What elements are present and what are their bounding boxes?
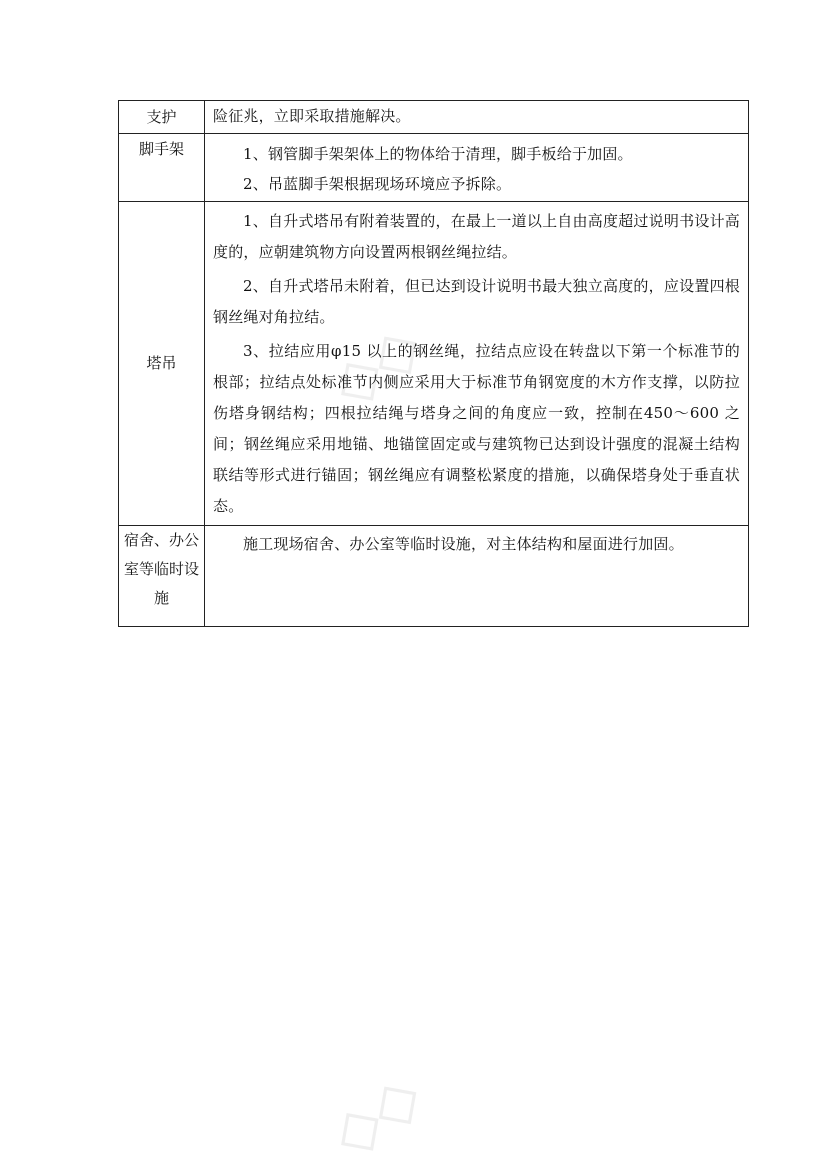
measures-table <box>118 100 749 627</box>
row-content <box>205 526 749 626</box>
paragraph: 1、自升式塔吊有附着装置的，在最上一道以上自由高度超过说明书设计高度的，应朝建筑物方向设置两根钢丝绳拉结。 <box>213 212 740 261</box>
paragraph: 2、自升式塔吊未附着，但已达到设计说明书最大独立高度的，应设置四根钢丝绳对角拉结。 <box>213 277 740 326</box>
table-row <box>119 526 749 627</box>
watermark-shape: ◇◇ <box>318 1059 435 1171</box>
table-row <box>119 202 749 526</box>
table-row <box>119 134 749 202</box>
row-content <box>205 202 749 525</box>
row-content <box>205 101 749 133</box>
paragraph: 3、拉结应用φ15 以上的钢丝绳，拉结点应设在转盘以下第一个标准节的根部；拉结点处标准节内侧应采用大于标准节角钢宽度的木方作支撑，以防拉伤塔身钢结构；四根拉结绳与塔身之间的角度应一致，控制在450～600 之间；钢丝绳应采用地锚、地锚筐固定或与建筑物已达到设计强度的混凝土结构联结等形式进行锚固；钢丝绳应有调整松紧度的措施，以确保塔身处于垂直状态。 <box>213 342 740 515</box>
watermark-shape: ◇◇ <box>318 309 435 421</box>
table-row <box>119 101 749 134</box>
row-label: 宿舍、办公室等临时设施 <box>119 526 205 626</box>
row-content <box>205 134 749 201</box>
row-label: 塔吊 <box>119 202 205 525</box>
row-label: 支护 <box>119 101 205 133</box>
paragraph: 2、吊蓝脚手架根据现场环境应予拆除。 <box>243 175 512 193</box>
paragraph: 1、钢管脚手架架体上的物体给于清理，脚手板给于加固。 <box>243 145 633 163</box>
row-label: 脚手架 <box>119 134 205 201</box>
paragraph: 险征兆，立即采取措施解决。 <box>213 107 411 125</box>
paragraph: 施工现场宿舍、办公室等临时设施，对主体结构和屋面进行加固。 <box>243 535 684 553</box>
